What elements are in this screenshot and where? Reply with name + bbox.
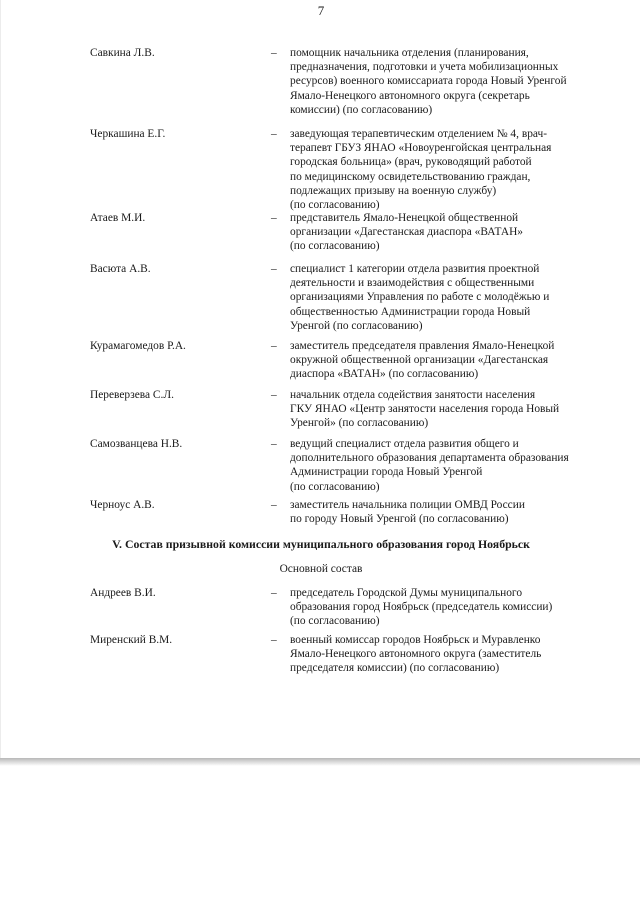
role-line: городская больница» (врач, руководящий работой [290,156,532,169]
page-number: 7 [317,3,325,18]
role-line: начальник отдела содействия занятости населения [290,389,536,401]
member-name: Курамагомедов Р.А. [90,340,186,352]
subheading: Основной состав [279,563,363,575]
section-heading: V. Состав призывной комиссии муниципального образования город Ноябрьск [112,537,530,551]
role-line: Уренгой (по согласованию) [290,319,423,332]
dash-separator: – [271,587,277,599]
role-line: заместитель начальника полиции ОМВД России [290,499,525,511]
blank-area [0,766,640,905]
member-role [290,46,608,117]
role-line: организациями Управления по работе с молодёжью и [290,291,550,304]
member-name: Андреев В.И. [90,587,156,599]
dash-separator: – [271,47,277,59]
role-line: ресурсов) военного комиссариата города Новый Уренгой [290,75,567,88]
role-line: (по согласованию) [290,199,380,212]
role-line: подлежащих призыву на военную службу) [290,184,497,197]
member-role [290,262,608,333]
member-name: Васюта А.В. [90,263,151,275]
role-line: Ямало-Ненецкого автономного округа (секретарь [290,89,530,102]
role-line: окружной общественной организации «Дагестанская [290,354,549,367]
page-edge-shadow [0,758,640,766]
role-line: организации «Дагестанская диаспора «ВАТАН» [290,226,523,239]
role-line: (по согласованию) [290,240,380,253]
dash-separator: – [271,389,277,401]
member-name: Миренский В.М. [90,634,173,646]
member-name: Атаев М.И. [90,212,146,224]
member-name: Черкашина Е.Г. [90,128,166,140]
role-line: предназначения, подготовки и учета мобилизационных [290,61,559,74]
dash-separator: – [271,634,277,646]
role-line: комиссии) (по согласованию) [290,103,433,116]
role-line: заместитель председателя правления Ямало-Ненецкой [290,340,555,352]
role-line: диаспора «ВАТАН» (по согласованию) [290,368,479,381]
role-line: ГКУ ЯНАО «Центр занятости населения города Новый [290,403,560,416]
dash-separator: – [271,340,277,352]
member-role [290,498,608,526]
role-line: Уренгой» (по согласованию) [290,417,429,430]
member-role [290,633,608,676]
role-line: ведущий специалист отдела развития общего и [290,438,519,450]
member-role [290,211,608,254]
member-name: Савкина Л.В. [90,47,155,59]
member-name: Черноус А.В. [90,499,155,511]
role-line: председателя комиссии) (по согласованию) [290,662,500,675]
role-line: общественностью Администрации города Новый [290,305,531,318]
role-line: заведующая терапевтическим отделением № 4, врач- [290,128,548,140]
role-line: председатель Городской Думы муниципального [290,587,523,599]
role-line: терапевт ГБУЗ ЯНАО «Новоуренгойская центральная [290,142,552,155]
member-name: Самозванцева Н.В. [90,438,183,450]
dash-separator: – [271,263,277,275]
role-line: представитель Ямало-Ненецкой общественной [290,212,519,224]
member-role [290,437,608,494]
member-role [290,586,608,629]
role-line: помощник начальника отделения (планирования, [290,47,529,59]
role-line: по медицинскому освидетельствованию граждан, [290,170,531,183]
member-role [290,339,608,382]
role-line: (по согласованию) [290,615,380,628]
dash-separator: – [271,212,277,224]
role-line: деятельности и взаимодействия с общественными [290,277,535,290]
role-line: Администрации города Новый Уренгой [290,466,483,479]
dash-separator: – [271,438,277,450]
dash-separator: – [271,128,277,140]
member-name: Переверзева С.Л. [90,389,174,401]
member-role [290,388,608,431]
role-line: по городу Новый Уренгой (по согласованию) [290,513,509,526]
role-line: образования город Ноябрьск (председатель комиссии) [290,601,553,614]
role-line: Ямало-Ненецкого автономного округа (заместитель [290,648,542,661]
role-line: (по согласованию) [290,480,380,493]
member-role [290,127,608,212]
role-line: специалист 1 категории отдела развития проектной [290,263,540,275]
role-line: военный комиссар городов Ноябрьск и Муравленко [290,634,541,646]
role-line: дополнительного образования департамента образования [290,452,569,465]
dash-separator: – [271,499,277,511]
